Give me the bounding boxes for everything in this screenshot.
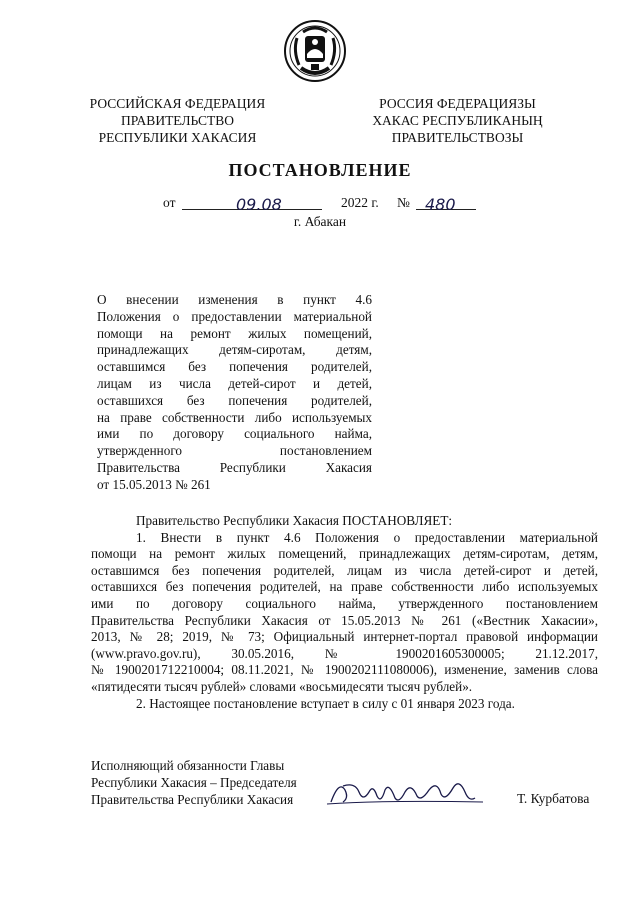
header-left-line-2: ПРАВИТЕЛЬСТВО [121,113,234,128]
date-handwritten: 09.08 [236,195,282,214]
signatory-line-1: Исполняющий обязанности Главы [91,758,285,773]
body-p1-line: № 1900201712210004; 08.11.2021, № 1900202111080006), изменение, заменив слова [91,662,598,678]
subject-line: принадлежащих детям-сиротам, детям, [97,342,372,358]
subject-line: Правительства Республики Хакасия [97,459,372,475]
header-left-line-1: РОССИЙСКАЯ ФЕДЕРАЦИЯ [89,96,266,111]
signature-icon [325,772,485,812]
subject-block [97,292,372,494]
city-name: г. Абакан [293,214,347,229]
header-left-russian [70,95,285,146]
body-p1-line: 1. Внести в пункт 4.6 Положения о предоставлении материальной [136,529,598,545]
subject-line: О внесении изменения в пункт 4.6 [97,292,372,307]
body-p1-line: 2013, № 28; 2019, № 73; Официальный интернет-портал правовой информации [91,629,598,645]
header-right-line-3: ПРАВИТЕЛЬСТВОЗЫ [391,130,524,145]
emblem-icon [283,18,347,84]
body-text [91,513,598,712]
subject-line: Положения о предоставлении материальной [97,308,372,324]
header-right-khakas [345,95,570,146]
subject-line: оставшимся без попечения родителей, [97,359,372,375]
subject-line: утвержденного постановлением [97,443,372,459]
body-p1-line: оставшимся без попечения родителей, лицам из числа детей-сирот и детей, [91,562,598,578]
date-year: 2022 г. [341,195,379,210]
body-p2: 2. Настоящее постановление вступает в силу с 01 января 2023 года. [136,695,515,711]
body-p1-line: помощи на ремонт жилых помещений, принадлежащих детям-сиротам, детям, [91,546,598,562]
subject-line: на праве собственности либо используемых [97,409,372,425]
number-label: № [397,195,410,210]
signatory-title [91,757,297,808]
body-p1-line: ими по договору социального найма, утвержденного постановлением [91,595,598,611]
body-p1-line: «пятидесяти тысяч рублей» словами «восьмидесяти тысяч рублей». [91,678,473,694]
signatory-line-3: Правительства Республики Хакасия [91,792,294,807]
subject-line: ими по договору социального найма, [97,426,372,442]
coat-of-arms-emblem [283,18,347,84]
header-left-line-3: РЕСПУБЛИКИ ХАКАСИЯ [98,130,257,145]
subject-line: оставшихся без попечения родителей, [97,392,372,408]
signatory-line-2: Республики Хакасия – Председателя [91,775,297,790]
date-number-line [160,193,490,213]
number-handwritten: 480 [425,195,456,214]
header-right-line-2: ХАКАС РЕСПУБЛИКАНЫҢ [372,113,543,128]
header-right-line-1: РОССИЯ ФЕДЕРАЦИЯЗЫ [379,96,536,111]
body-p1-line: Правительства Республики Хакасия от 15.05.2013 № 261 («Вестник Хакасии», [91,612,598,628]
handwritten-signature [325,772,485,812]
body-intro: Правительство Республики Хакасия ПОСТАНОВЛЯЕТ: [136,513,453,528]
subject-line: лицам из числа детей-сирот и детей, [97,375,372,391]
body-p1-line: (www.pravo.gov.ru), 30.05.2016, № 1900201605300005; 21.12.2017, [91,645,598,661]
body-p1-line: оставшихся без попечения родителей, на праве собственности либо используемых [91,579,598,595]
document-title: ПОСТАНОВЛЕНИЕ [228,160,412,180]
subject-line: помощи на ремонт жилых помещений, [97,325,372,341]
subject-line: от 15.05.2013 № 261 [97,476,211,492]
signatory-name: Т. Курбатова [517,791,590,806]
date-from-label: от [163,195,176,210]
